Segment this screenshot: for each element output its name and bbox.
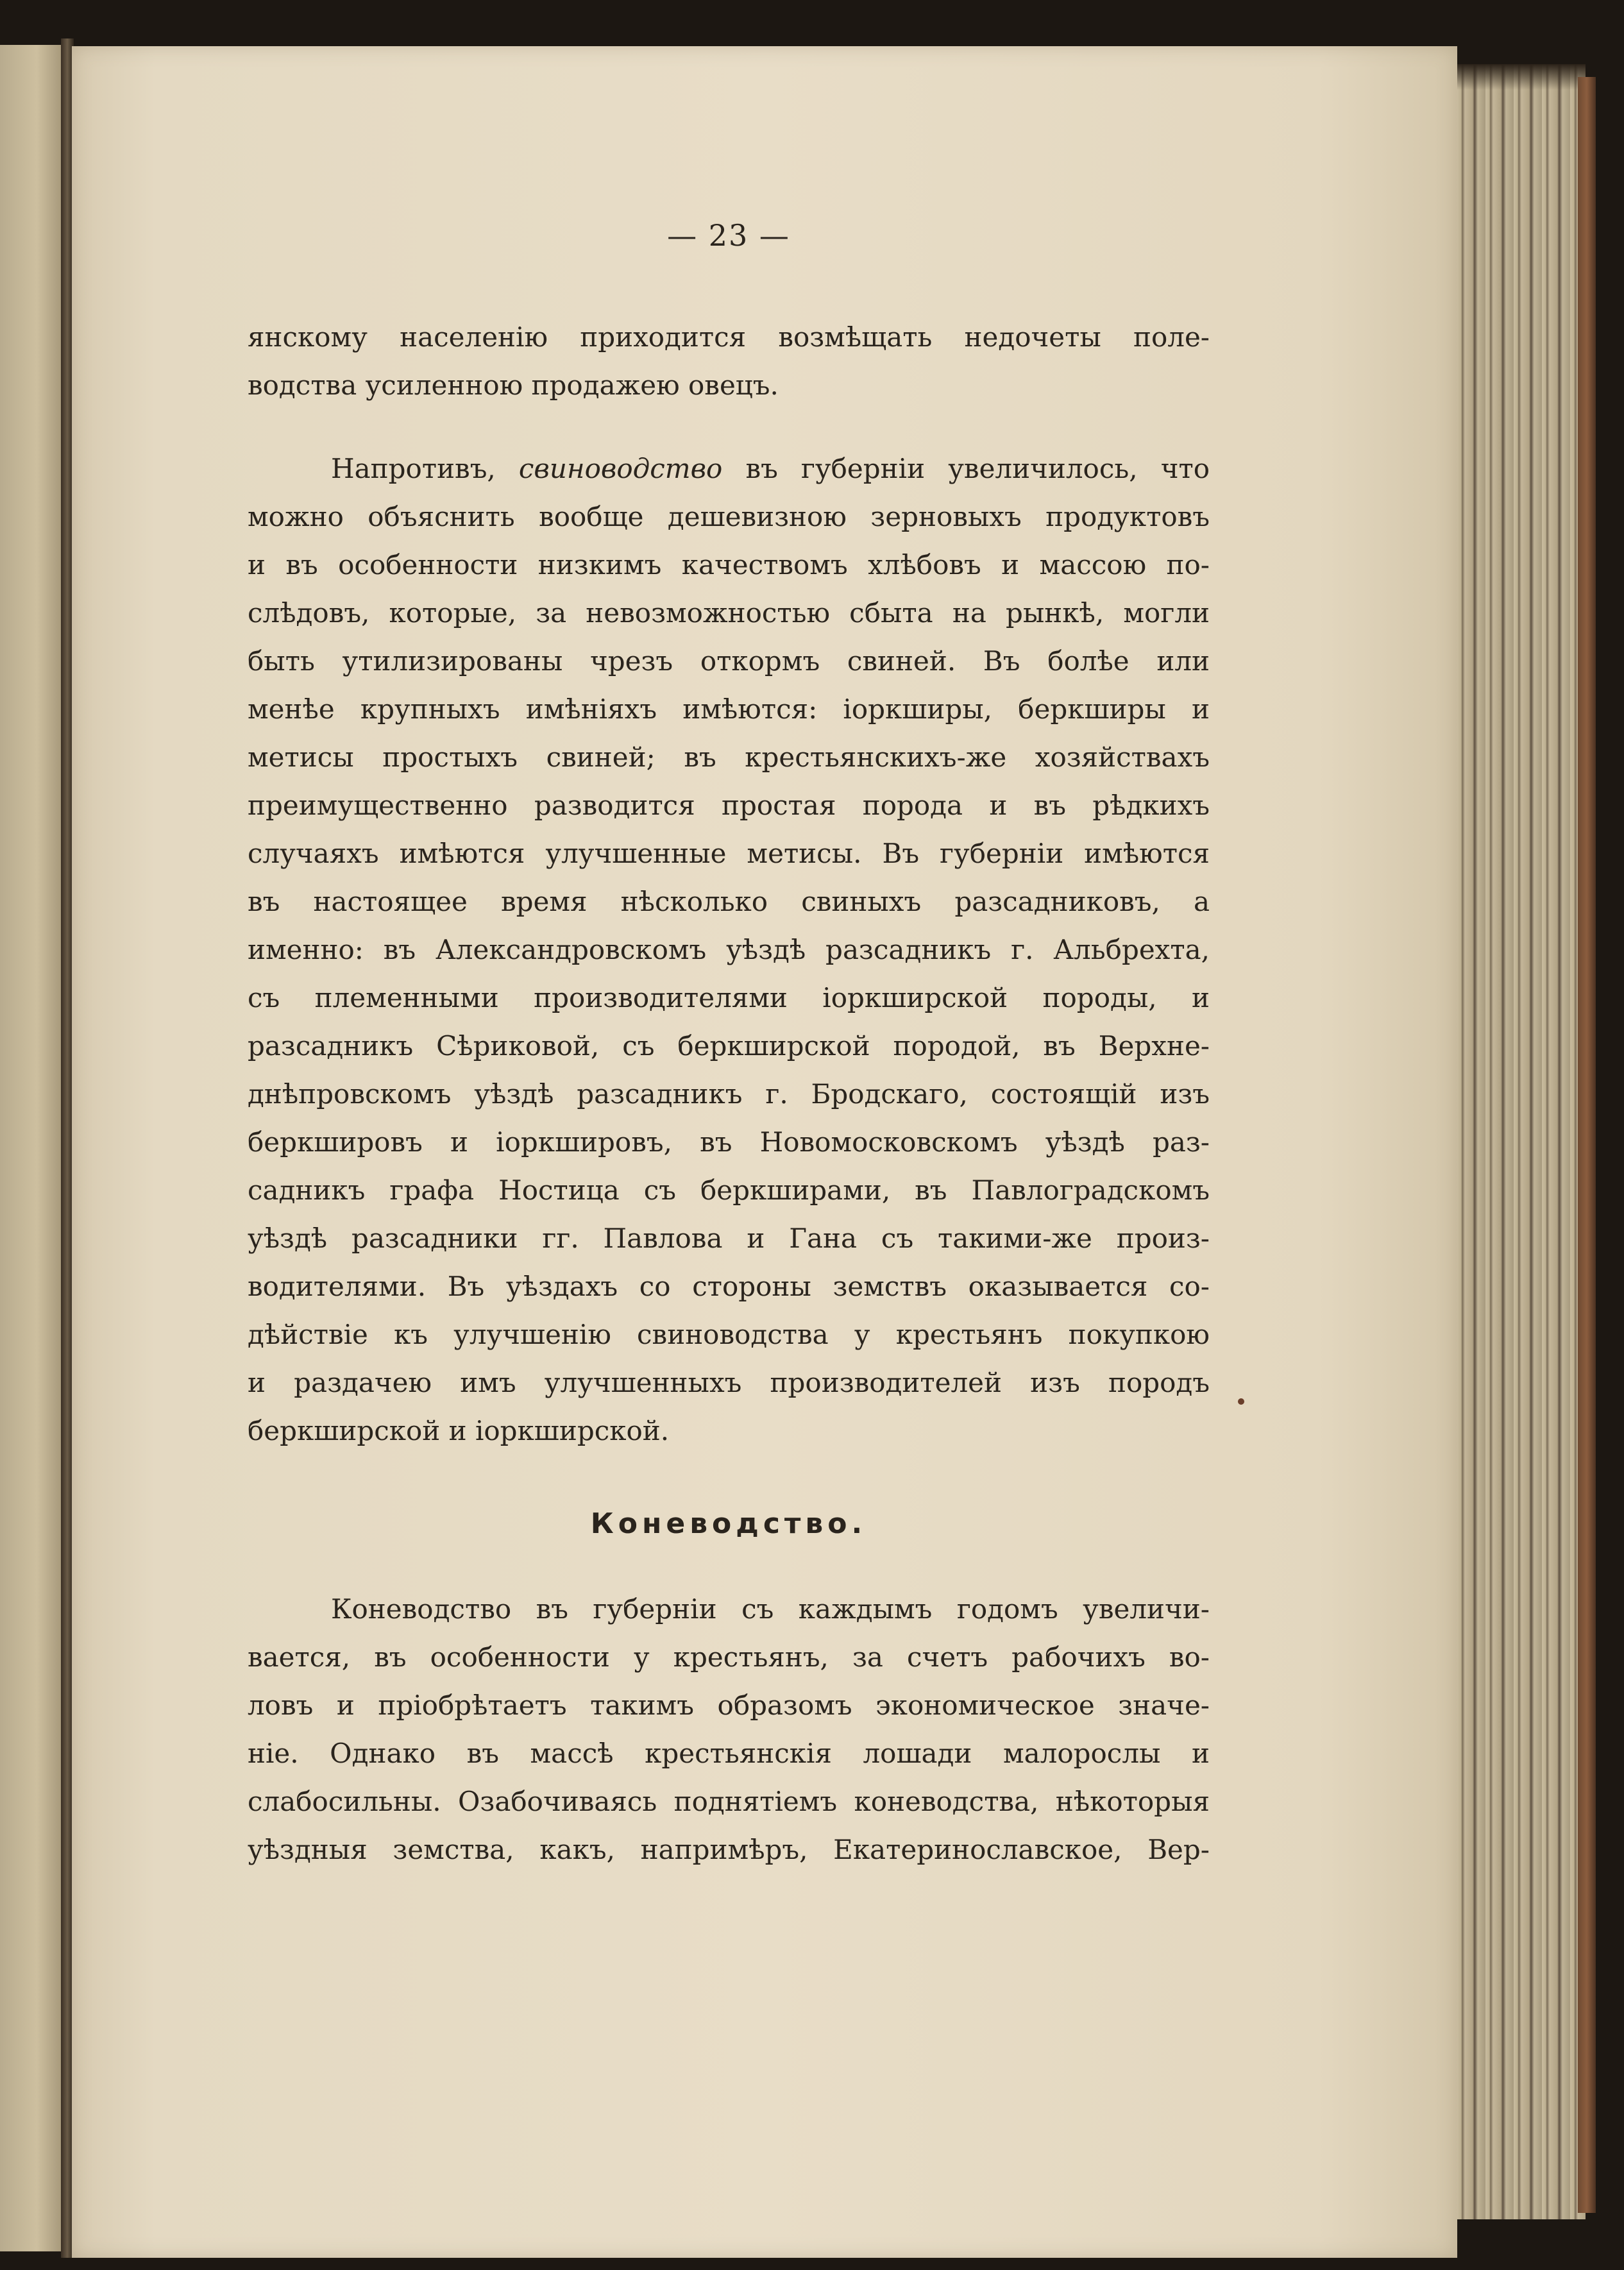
text-line: вается, въ особенности у крестьянъ, за счетъ рабочихъ во- <box>248 1641 1210 1673</box>
text-line: быть утилизированы чрезъ откормъ свиней. Въ болѣе или <box>248 645 1210 677</box>
text-line: слѣдовъ, которые, за невозможностью сбыта на рынкѣ, могли <box>248 597 1210 629</box>
text-line: янскому населенію приходится возмѣщать недочеты поле- <box>248 321 1210 353</box>
text-line: можно объяснить вообще дешевизною зерновыхъ продуктовъ <box>248 501 1210 532</box>
page-stack-shadow <box>1457 64 1586 90</box>
left-page-edge <box>0 45 61 2251</box>
text-line: уѣздѣ разсадники гг. Павлова и Гана съ такими-же произ- <box>248 1223 1210 1254</box>
text-line: разсадникъ Сѣриковой, съ беркширской породой, въ Верхне- <box>248 1030 1210 1062</box>
text-line: дѣйствіе къ улучшенію свиноводства у крестьянъ покупкою <box>248 1319 1210 1350</box>
text-line: беркшировъ и іоркшировъ, въ Новомосковскомъ уѣздѣ раз- <box>248 1126 1210 1158</box>
text-line: водства усиленною продажею овецъ. <box>248 369 779 401</box>
text-line: днѣпровскомъ уѣздѣ разсадникъ г. Бродскаго, состоящій изъ <box>248 1078 1210 1110</box>
text-line: съ племенными производителями іоркширской породы, и <box>248 982 1210 1013</box>
text-line: и раздачею имъ улучшенныхъ производителей изъ породъ <box>248 1367 1210 1398</box>
page-stack-edges <box>1457 64 1586 2219</box>
text-line <box>248 455 1210 482</box>
text-line: ловъ и пріобрѣтаетъ такимъ образомъ экономическое значе- <box>248 1690 1210 1721</box>
text-line: и въ особенности низкимъ качествомъ хлѣбовъ и массою по- <box>248 549 1210 580</box>
text-line: метисы простыхъ свиней; въ крестьянскихъ-же хозяйствахъ <box>248 741 1210 773</box>
text-line: Коневодство въ губерніи съ каждымъ годомъ увеличи- <box>331 1593 1210 1625</box>
text-line: именно: въ Александровскомъ уѣздѣ разсадникъ г. Альбрехта, <box>248 934 1210 965</box>
ink-speck <box>1238 1398 1244 1405</box>
text-line: садникъ графа Ностица съ беркширами, въ Павлоградскомъ <box>248 1174 1210 1206</box>
book-cover-edge <box>1578 77 1596 2213</box>
text-line: ніе. Однако въ массѣ крестьянскія лошади малорослы и <box>248 1738 1210 1769</box>
text-line: случаяхъ имѣются улучшенные метисы. Въ губерніи имѣются <box>248 838 1210 869</box>
text-line: водителями. Въ уѣздахъ со стороны земствъ оказывается со- <box>248 1271 1210 1302</box>
page-number: — 23 — <box>667 218 790 253</box>
section-heading: Коневодство. <box>590 1507 867 1540</box>
text-line: уѣздныя земства, какъ, напримѣръ, Екатеринославское, Вер- <box>248 1834 1210 1865</box>
text-line: слабосильны. Озабочиваясь поднятіемъ коневодства, нѣкоторыя <box>248 1786 1210 1817</box>
text-line: преимущественно разводится простая порода и въ рѣдкихъ <box>248 790 1210 821</box>
emphasis-term: свиноводство <box>518 453 723 484</box>
text-line: въ настоящее время нѣсколько свиныхъ разсадниковъ, а <box>248 886 1210 917</box>
text-line: менѣе крупныхъ имѣніяхъ имѣются: іоркширы, беркширы и <box>248 693 1210 725</box>
text-line: беркширской и іоркширской. <box>248 1415 670 1446</box>
text-run: Напротивъ, <box>331 453 519 484</box>
text-run: въ губерніи увеличилось, что <box>722 453 1210 484</box>
